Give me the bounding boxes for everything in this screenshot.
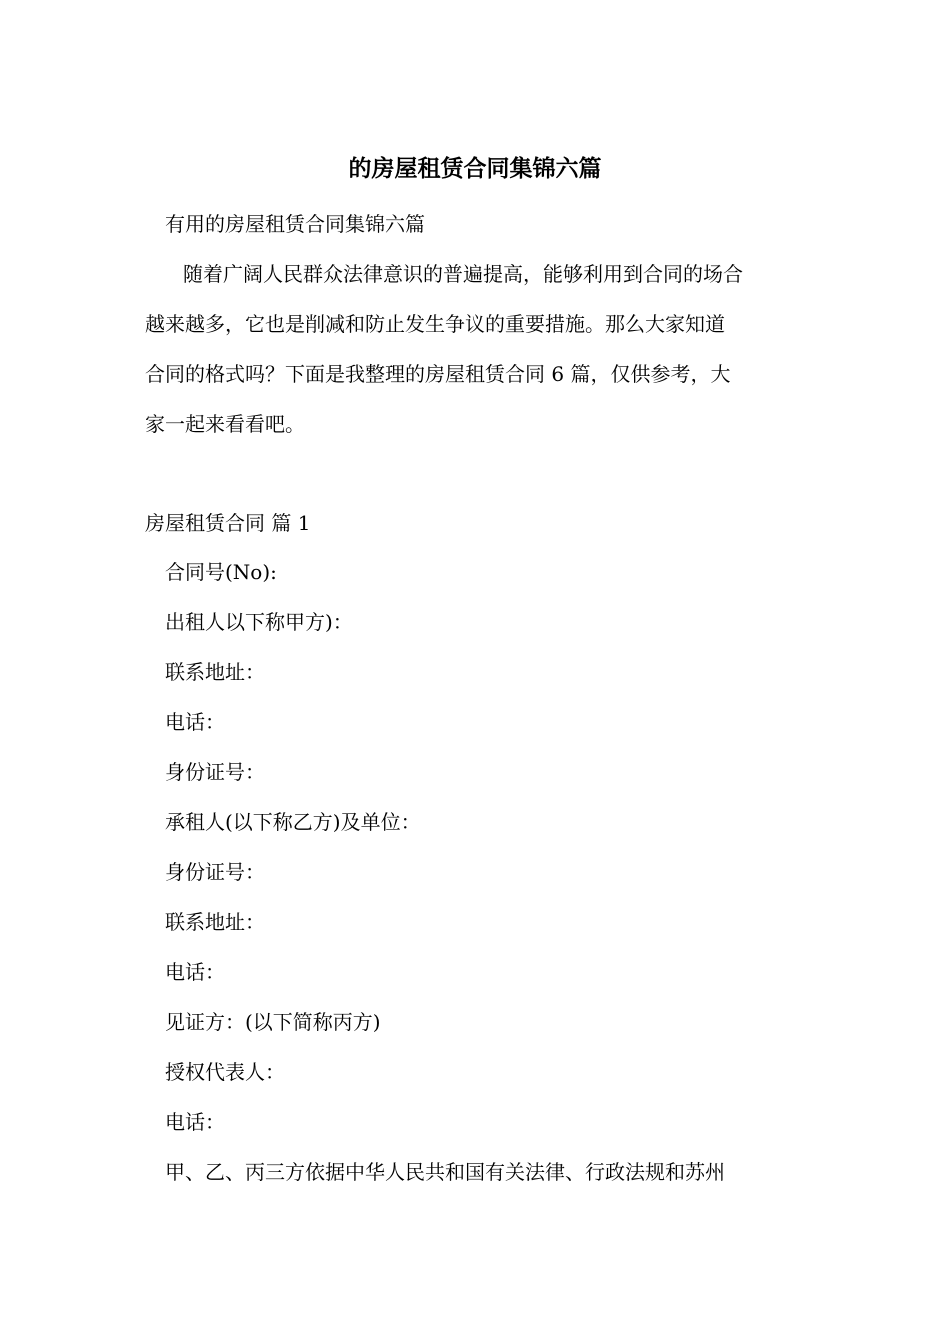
field-lessor-phone: 电话：	[165, 710, 225, 734]
field-lessor-address: 联系地址：	[165, 660, 265, 684]
field-lessee-id: 身份证号：	[165, 860, 265, 884]
field-witness: 见证方：(以下简称丙方)	[165, 1010, 381, 1034]
field-lessee-address: 联系地址：	[165, 910, 265, 934]
field-lessor-id: 身份证号：	[165, 760, 265, 784]
intro-line-4: 家一起来看看吧。	[145, 412, 305, 436]
closing-line: 甲、乙、丙三方依据中华人民共和国有关法律、行政法规和苏州	[165, 1160, 725, 1184]
section-heading: 房屋租赁合同 篇 1	[145, 511, 311, 535]
field-authorized-rep: 授权代表人：	[165, 1060, 285, 1084]
field-lessor: 出租人以下称甲方)：	[165, 610, 353, 634]
intro-line-1: 随着广阔人民群众法律意识的普遍提高，能够利用到合同的场合	[183, 262, 743, 286]
document-title: 的房屋租赁合同集锦六篇	[348, 155, 602, 182]
intro-line-2: 越来越多，它也是削减和防止发生争议的重要措施。那么大家知道	[145, 312, 725, 336]
field-lessee-phone: 电话：	[165, 960, 225, 984]
field-contract-number: 合同号(No):	[165, 560, 277, 584]
document-subtitle: 有用的房屋租赁合同集锦六篇	[165, 212, 425, 236]
intro-line-3: 合同的格式吗？下面是我整理的房屋租赁合同 6 篇，仅供参考，大	[145, 362, 731, 386]
field-lessee: 承租人(以下称乙方)及单位：	[165, 810, 421, 834]
field-witness-phone: 电话：	[165, 1110, 225, 1134]
